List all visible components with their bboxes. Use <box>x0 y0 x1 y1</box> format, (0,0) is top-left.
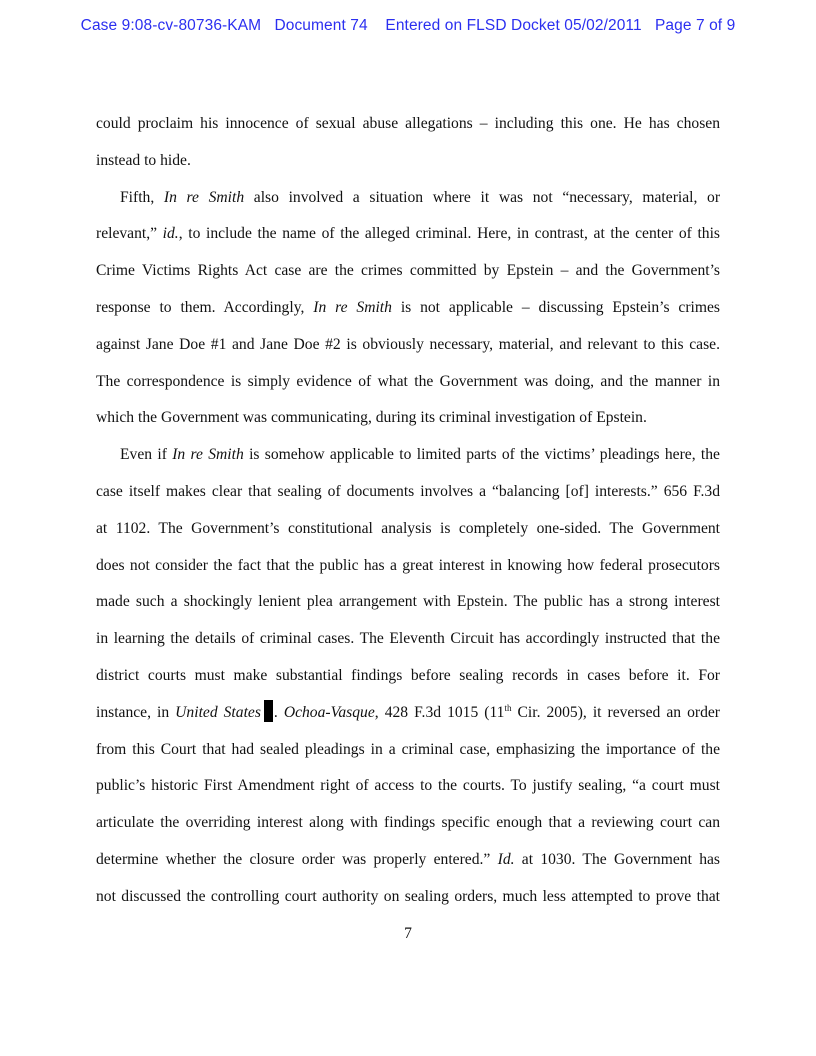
text-line: not discussed the controlling court authority on sealing orders, much less attempted to prove that <box>96 887 720 905</box>
text-line: from this Court that had sealed pleadings in a criminal case, emphasizing the importance of the <box>96 740 720 758</box>
case-citation: United States <box>175 703 261 721</box>
text-line: could proclaim his innocence of sexual abuse allegations – including this one. He has chosen <box>96 115 720 132</box>
header-document-number: Document 74 <box>274 17 368 34</box>
text-line: at 1102. The Government’s constitutional analysis is completely one-sided. The Government <box>96 519 720 537</box>
case-citation: Ochoa-Vasque <box>283 703 375 721</box>
header-page-count: Page 7 of 9 <box>654 17 736 34</box>
text-line: determine whether the closure order was properly entered.” Id. at 1030. The Government has <box>96 850 720 868</box>
citation-id: Id. <box>497 850 515 868</box>
header-case-number: Case 9:08-cv-80736-KAM <box>80 17 262 34</box>
docket-header <box>0 17 816 35</box>
text-line: does not consider the fact that the public has a great interest in knowing how federal prosecutors <box>96 556 720 574</box>
text-line: case itself makes clear that sealing of documents involves a “balancing [of] interests.” 656 F.3d <box>96 482 720 500</box>
case-citation: In re Smith <box>313 298 392 316</box>
text-line: instance, in United States . Ochoa-Vasque, 428 F.3d 1015 (11th Cir. 2005), it reversed an order <box>96 700 720 737</box>
header-docket-entry: Entered on FLSD Docket 05/02/2011 <box>385 17 642 34</box>
text-line: relevant,” id., to include the name of the alleged criminal. Here, in contrast, at the center of this <box>96 225 720 243</box>
case-citation: In re Smith <box>172 446 244 464</box>
text-line: articulate the overriding interest along with findings specific enough that a reviewing court can <box>96 814 720 832</box>
text-line: response to them. Accordingly, In re Smith is not applicable – discussing Epstein’s crimes <box>96 298 720 316</box>
text-line: Crime Victims Rights Act case are the crimes committed by Epstein – and the Government’s <box>96 262 720 280</box>
text-line: public’s historic First Amendment right of access to the courts. To justify sealing, “a court must <box>96 777 720 795</box>
redaction-box <box>264 700 273 722</box>
case-citation: In re Smith <box>163 188 245 206</box>
text-line: Fifth, In re Smith also involved a situation where it was not “necessary, material, or <box>120 188 721 206</box>
text-line: instead to hide. <box>96 151 191 169</box>
text-line: The correspondence is simply evidence of what the Government was doing, and the manner in <box>96 372 720 390</box>
text-line: against Jane Doe #1 and Jane Doe #2 is obviously necessary, material, and relevant to this case. <box>96 335 720 353</box>
text-line: which the Government was communicating, during its criminal investigation of Epstein. <box>96 409 647 427</box>
text-line: in learning the details of criminal cases. The Eleventh Circuit has accordingly instructed that the <box>96 630 720 648</box>
page-number: 7 <box>404 925 412 942</box>
body-text <box>96 111 720 921</box>
citation-id: id. <box>162 225 179 243</box>
text-line: Even if In re Smith is somehow applicable to limited parts of the victims’ pleadings here, the <box>120 446 720 464</box>
text-line: district courts must make substantial findings before sealing records in cases before it. For <box>96 666 720 684</box>
text-line: made such a shockingly lenient plea arrangement with Epstein. The public has a strong interest <box>96 593 720 611</box>
